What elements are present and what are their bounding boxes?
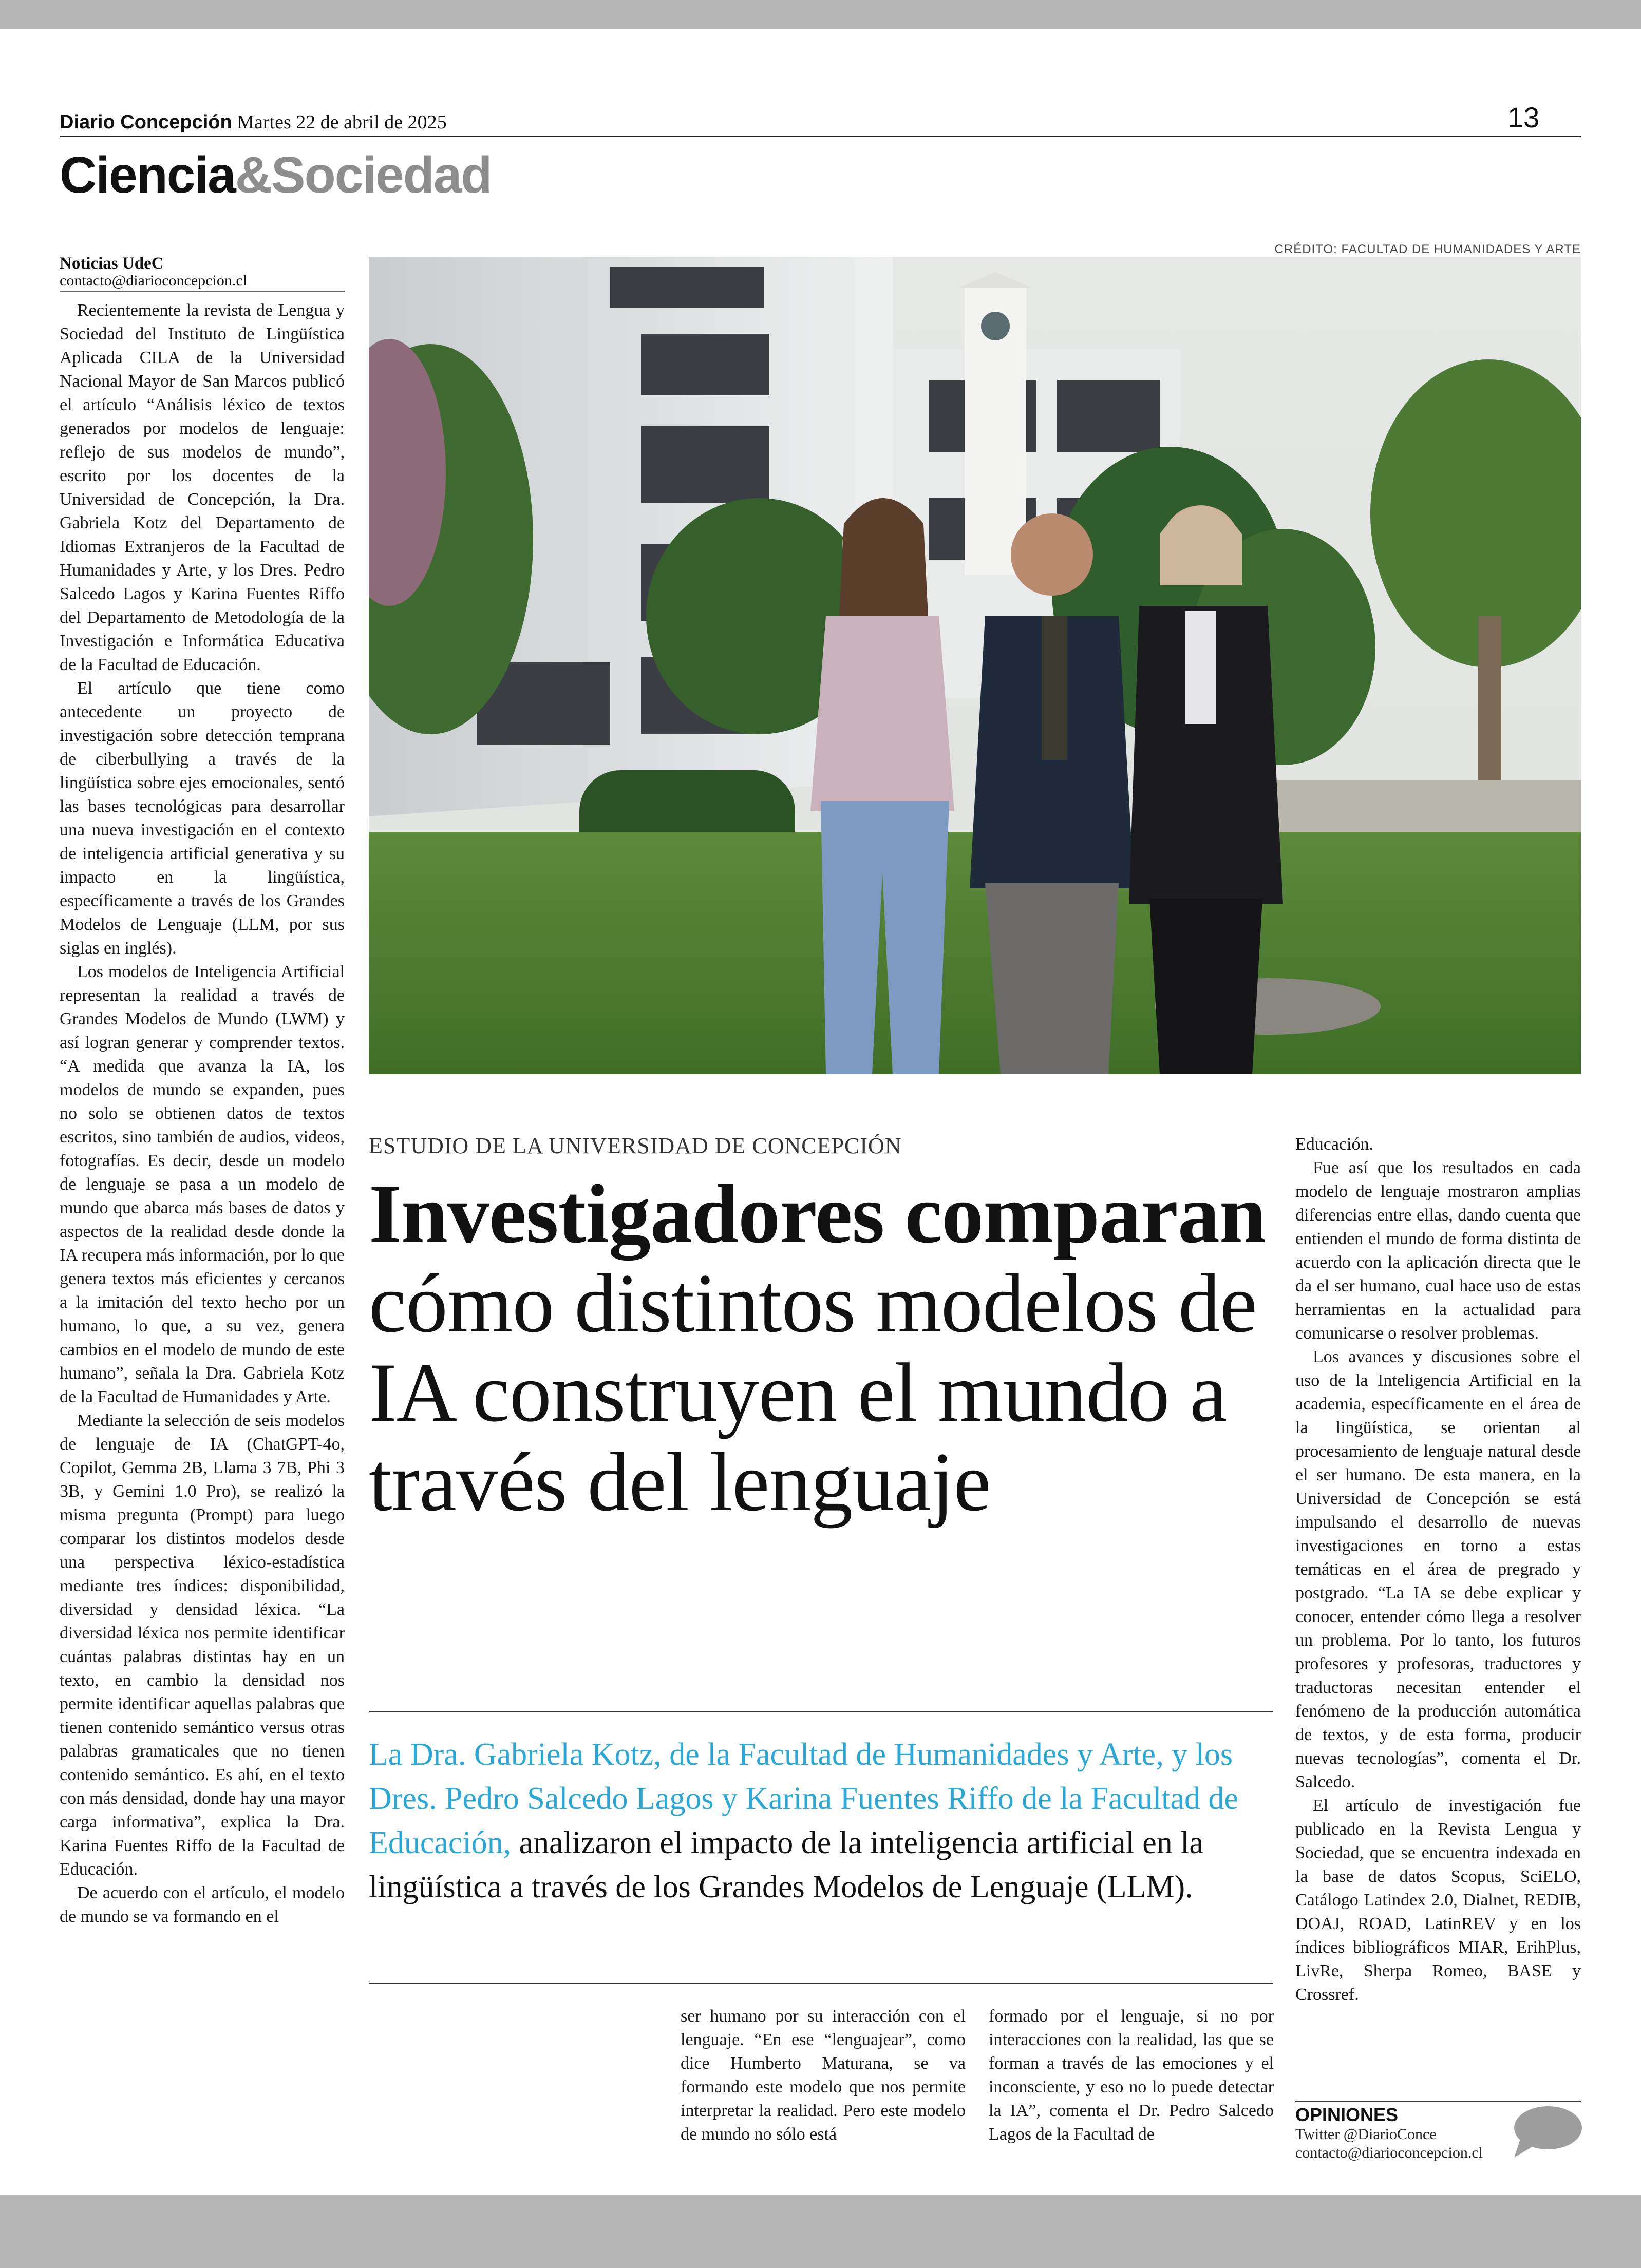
paragraph: Los modelos de Inteligencia Artificial representan la realidad a través de Grandes Modelos de Mundo (LWM) y así logran generar y comprender textos. “A medida que avanza la IA, los modelos de mundo se expanden, pues no solo se obtienen datos de textos escritos, sino también de audios, videos, fotografías. Es decir, desde un modelo de lenguaje se pasa a un modelo de mundo que abarca más bases de datos y aspectos de la realidad desde donde la IA recupera más información, por lo que genera textos más eficientes y cercanos a la imitación del texto hecho por un humano, lo que, a su vez, genera cambios en el modelo de mundo de este humano”, señala la Dra. Gabriela Kotz de la Facultad de Humanidades y Arte. bbox=[60, 962, 345, 1406]
masthead-line bbox=[60, 111, 447, 134]
article-column-right bbox=[1295, 1133, 1581, 2097]
paragraph: formado por el lenguaje, si no por interacciones con la realidad, las que se forman a través de las emociones y el inconsciente, y eso no lo puede detectar la IA”, comenta el Dr. Pedro Salcedo Lagos de la Facultad de bbox=[989, 2007, 1274, 2144]
byline-name: Noticias UdeC bbox=[60, 254, 164, 273]
paragraph: Los avances y discusiones sobre el uso de la Inteligencia Artificial en la academia, específicamente en el área de la lingüística, se orientan al procesamiento de lenguaje natural desde el ser humano. De esta manera, en la Universidad de Concepción se está impulsando el desarrollo de nuevas investigaciones en torno a estas temáticas en el área de pregrado y postgrado. “La IA se debe explicar y conocer, entender cómo llega a resolver un problema. Por lo tanto, los futuros profesores y profesoras, traductores y traductoras necesitan entender el fenómeno de la producción automática de textos, y de esta forma, producir nuevas tecnologías”, comenta el Dr. Salcedo. bbox=[1295, 1347, 1581, 1791]
article-kicker: ESTUDIO DE LA UNIVERSIDAD DE CONCEPCIÓN bbox=[369, 1133, 902, 1158]
article-column-mid-2 bbox=[989, 2005, 1274, 2146]
opinions-rule bbox=[1295, 2101, 1581, 2102]
deck-rule bbox=[369, 1983, 1273, 1984]
section-title-ciencia: Ciencia bbox=[60, 146, 235, 204]
photo-illustration bbox=[369, 257, 1581, 1074]
opinions-twitter: Twitter @DiarioConce bbox=[1295, 2126, 1437, 2143]
paragraph: Educación. bbox=[1295, 1135, 1373, 1154]
headline-bold: Investigadores comparan bbox=[369, 1168, 1266, 1261]
article-photo bbox=[369, 257, 1581, 1074]
article-column-mid-1 bbox=[681, 2005, 966, 2146]
issue-date: Martes 22 de abril de 2025 bbox=[237, 111, 447, 133]
paragraph: Recientemente la revista de Lengua y Sociedad del Instituto de Lingüística Aplicada CILA de la Universidad Nacional Mayor de San Marcos publicó el artículo “Análisis léxico de textos generados por modelos de lenguaje: reflejo de sus modelos de mundo”, escrito por los docentes de la Universidad de Concepción, la Dra. Gabriela Kotz del Departamento de Idiomas Extranjeros de la Facultad de Humanidades y Arte, y los Dres. Pedro Salcedo Lagos y Karina Fuentes Riffo del Departamento de Metodología de la Investigación e Informática Educativa de la Facultad de Educación. bbox=[60, 301, 345, 674]
byline-email: contacto@diarioconcepcion.cl bbox=[60, 272, 247, 289]
article-deck bbox=[369, 1732, 1273, 1909]
paragraph: ser humano por su interacción con el lenguaje. “En ese “lenguajear”, como dice Humberto Maturana, se va formando este modelo que nos permite interpretar la realidad. Pero este modelo de mundo no sólo está bbox=[681, 2007, 966, 2144]
article-headline bbox=[369, 1170, 1273, 1527]
photo-credit: CRÉDITO: FACULTAD DE HUMANIDADES Y ARTE bbox=[1274, 242, 1581, 256]
paragraph: De acuerdo con el artículo, el modelo de mundo se va formando en el bbox=[60, 1883, 345, 1926]
page-number: 13 bbox=[1507, 101, 1540, 134]
speech-bubble-icon bbox=[1510, 2103, 1582, 2160]
paragraph: Fue así que los resultados en cada modelo de lenguaje mostraron amplias diferencias entre ellas, dando cuenta que entienden el mundo de forma distinta de acuerdo con la aplicación directa que le da el ser humano, cual hace uso de estas herramientas en la actualidad para comunicarse o resolver problemas. bbox=[1295, 1158, 1581, 1343]
byline-rule bbox=[60, 291, 345, 292]
deck-highlight: La Dra. Gabriela Kotz, de la Facultad de Humanidades y Arte, y los Dres. Pedro Salcedo Lagos y Karina Fuentes Riffo de la Facultad de Educación, bbox=[369, 1737, 1239, 1860]
newspaper-page bbox=[0, 29, 1641, 2195]
article-column-left bbox=[60, 299, 345, 2146]
section-title bbox=[60, 146, 492, 205]
byline bbox=[60, 255, 345, 290]
opinions-title: OPINIONES bbox=[1295, 2104, 1399, 2125]
headline-rule bbox=[369, 1711, 1273, 1712]
header-rule bbox=[60, 136, 1581, 137]
paragraph: Mediante la selección de seis modelos de lenguaje de IA (ChatGPT-4o, Copilot, Gemma 2B, Llama 3 7B, Phi 3 3B, y Gemini 1.0 Pro), se realizó la misma pregunta (Prompt) para luego comparar los distintos modelos desde una perspectiva léxico-estadística mediante tres índices: disponibilidad, diversidad y densidad léxica. “La diversidad léxica nos permite identificar cuántas palabras distintas hay en un texto, en cambio la densidad nos permite identificar aquellas palabras que tienen contenido semántico versus otras palabras gramaticales que no tienen contenido semántico. Es ahí, en el texto con más densidad, donde hay una mayor carga informativa”, explica la Dra. Karina Fuentes Riffo de la Facultad de Educación. bbox=[60, 1411, 345, 1879]
section-title-sociedad: &Sociedad bbox=[235, 146, 492, 204]
headline-regular: cómo distintos modelos de IA construyen el mundo a través del lenguaje bbox=[369, 1257, 1257, 1529]
opinions-email: contacto@diarioconcepcion.cl bbox=[1295, 2144, 1483, 2161]
deck-text: analizaron el impacto de la inteligencia artificial en la lingüística a través de los Grandes Modelos de Lenguaje (LLM). bbox=[369, 1825, 1203, 1904]
paragraph: El artículo que tiene como antecedente un proyecto de investigación sobre detección temprana de ciberbullying a través de la lingüística sobre ejes emocionales, sentó las bases tecnológicas para desarrollar una nueva investigación en el contexto de inteligencia artificial generativa y su impacto en la lingüística, específicamente a través de los Grandes Modelos de Lenguaje (LLM, por sus siglas en inglés). bbox=[60, 679, 345, 958]
paragraph: El artículo de investigación fue publicado en la Revista Lengua y Sociedad, que se encuentra indexada en la base de datos Scopus, SciELO, Catálogo Latindex 2.0, Dialnet, REDIB, DOAJ, ROAD, LatinREV y en los índices bibliográficos MIAR, ErihPlus, LivRe, Sherpa Romeo, BASE y Crossref. bbox=[1295, 1796, 1581, 2004]
paper-name: Diario Concepción bbox=[60, 111, 232, 133]
